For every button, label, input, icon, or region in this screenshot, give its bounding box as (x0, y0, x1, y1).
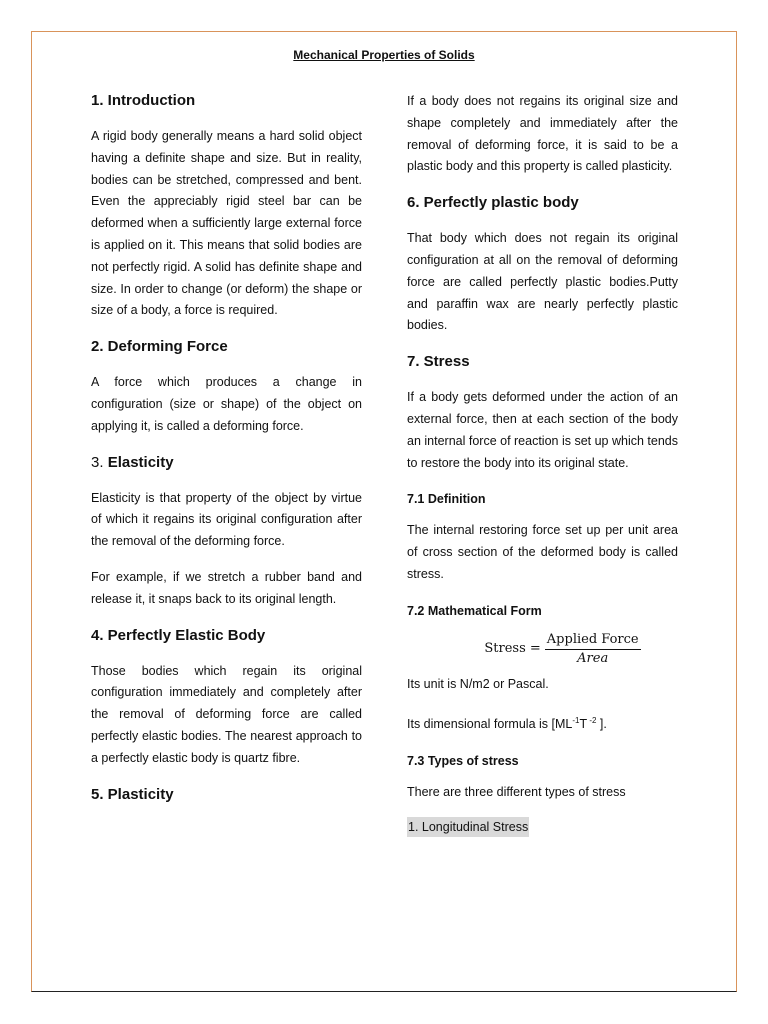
heading-types-of-stress: 7.3 Types of stress (407, 753, 519, 768)
heading-elasticity (91, 452, 362, 474)
paragraph-definition: The internal restoring force set up per unit area of cross section of the deformed body is called stress. (407, 523, 678, 581)
paragraph-introduction: A rigid body generally means a hard solid object having a definite shape and size. But in reality, bodies can be stretched, compressed and bent. Even the appreciably rigid steel bar can be deformed when a sufficiently large external force is applied on it. This means that solid bodies are not perfectly rigid. A solid has definite shape and size. In order to change (or deform) the shape or size of a body, a force is required. (91, 129, 362, 318)
stress-formula (447, 632, 678, 666)
document-title: Mechanical Properties of Solids (293, 48, 475, 62)
paragraph-perfectly-elastic-body: Those bodies which regain its original configuration immediately and completely after the removal of deforming force are called perfectly elastic bodies. The nearest approach to a perfectly elastic body is quartz fibre. (91, 663, 362, 765)
heading-deforming-force: 2. Deforming Force (91, 338, 228, 356)
paragraph-types-of-stress: There are three different types of stress (407, 784, 626, 799)
dim-prefix: Its dimensional formula is [ML (407, 716, 573, 731)
list-item-longitudinal-stress: 1. Longitudinal Stress (407, 817, 529, 837)
dim-sup-1: -1 (572, 715, 580, 725)
heading-definition: 7.1 Definition (407, 492, 486, 507)
paragraph-deforming-force: A force which produces a change in configuration (size or shape) of the object on applying it, is called a deforming force. (91, 375, 362, 433)
dim-suffix: ]. (596, 716, 607, 731)
heading-elasticity-number: 3. (91, 453, 104, 471)
heading-perfectly-plastic-body: 6. Perfectly plastic body (407, 194, 579, 212)
formula-numerator: Applied Force (545, 632, 641, 650)
paragraph-elasticity: Elasticity is that property of the object by virtue of which it regains its original configuration after the removal of the deforming force. (91, 490, 362, 549)
heading-mathematical-form: 7.2 Mathematical Form (407, 603, 542, 618)
paragraph-plasticity: If a body does not regains its original size and shape completely and immediately after the removal of deforming force, it is said to be a plastic body and this property is called plasticity. (407, 94, 678, 174)
heading-elasticity-text: Elasticity (107, 453, 174, 471)
heading-stress: 7. Stress (407, 353, 470, 371)
dim-sup-2: -2 (587, 715, 597, 725)
paragraph-perfectly-plastic-body: That body which does not regain its original configuration at all on the removal of deforming force are called perfectly plastic bodies.Putty and paraffin wax are nearly perfectly plastic bodies. (407, 231, 678, 333)
paragraph-dimensional-formula (407, 710, 678, 736)
heading-plasticity: 5. Plasticity (91, 785, 174, 803)
formula-lhs: Stress = (484, 641, 541, 657)
heading-perfectly-elastic-body: 4. Perfectly Elastic Body (91, 626, 266, 644)
formula-fraction (545, 632, 641, 666)
right-column (407, 91, 678, 837)
formula-denominator: Area (577, 650, 609, 666)
document-page (31, 31, 737, 992)
left-column (91, 90, 362, 820)
heading-introduction: 1. Introduction (91, 92, 196, 109)
dim-mid: T (579, 716, 588, 731)
paragraph-elasticity-example: For example, if we stretch a rubber band and release it, it snaps back to its original length. (91, 569, 362, 606)
paragraph-stress: If a body gets deformed under the action of an external force, then at each section of the body an internal force of reaction is set up which tends to restore the body into its original state. (407, 390, 678, 470)
paragraph-unit: Its unit is N/m2 or Pascal. (407, 676, 549, 691)
